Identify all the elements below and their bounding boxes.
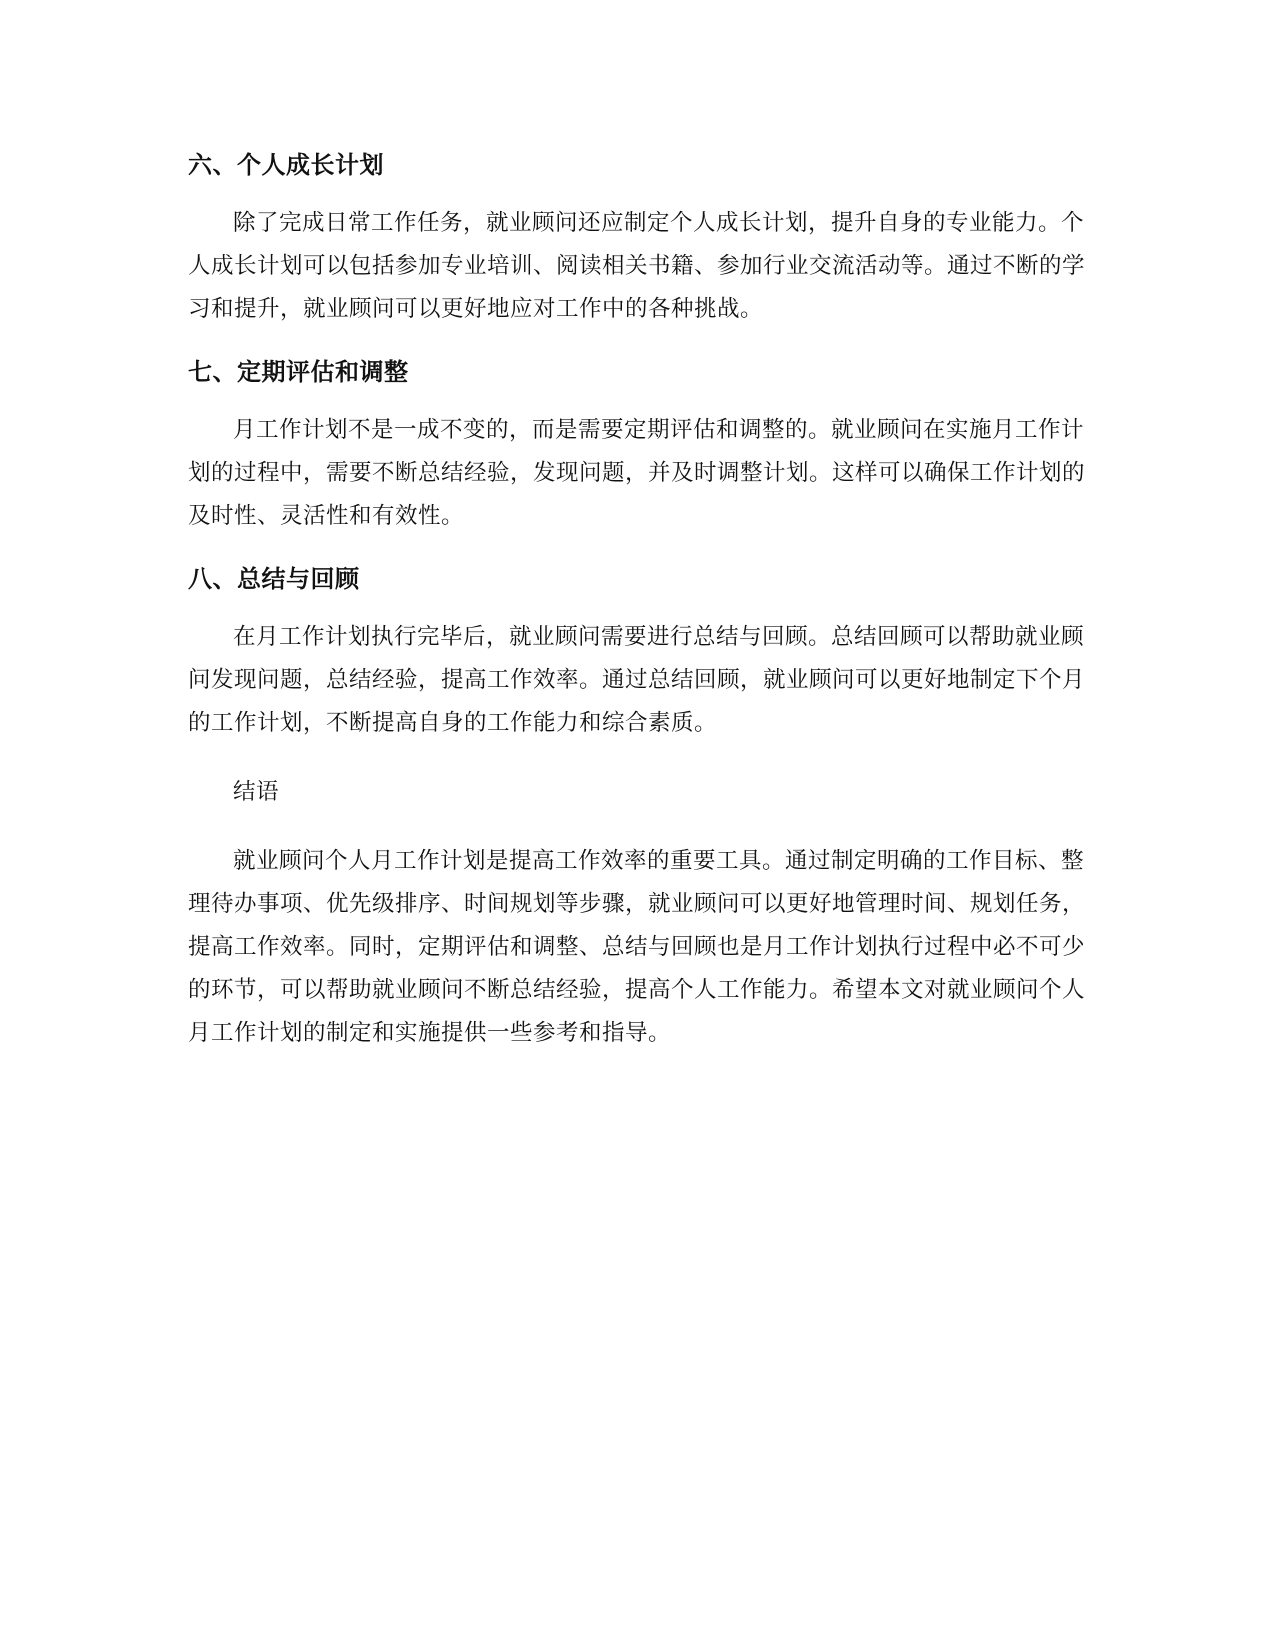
section-paragraph-summary: 在月工作计划执行完毕后，就业顾问需要进行总结与回顾。总结回顾可以帮助就业顾问发现问题，总结经验，提高工作效率。通过总结回顾，就业顾问可以更好地制定下个月的工作计划，不断提高自身的工作能力和综合素质。 — [188, 624, 1086, 736]
section-heading-personal-growth: 六、个人成长计划 — [188, 151, 384, 179]
section-paragraph-personal-growth: 除了完成日常工作任务，就业顾问还应制定个人成长计划，提升自身的专业能力。个人成长计划可以包括参加专业培训、阅读相关书籍、参加行业交流活动等。通过不断的学习和提升，就业顾问可以更好地应对工作中的各种挑战。 — [188, 210, 1086, 322]
section-heading-summary: 八、总结与回顾 — [188, 565, 360, 593]
section-heading-evaluation: 七、定期评估和调整 — [188, 358, 409, 386]
document-body — [188, 148, 1088, 1079]
section-paragraph-evaluation: 月工作计划不是一成不变的，而是需要定期评估和调整的。就业顾问在实施月工作计划的过程中，需要不断总结经验，发现问题，并及时调整计划。这样可以确保工作计划的及时性、灵活性和有效性。 — [188, 417, 1086, 529]
conclusion-paragraph: 就业顾问个人月工作计划是提高工作效率的重要工具。通过制定明确的工作目标、整理待办事项、优先级排序、时间规划等步骤，就业顾问可以更好地管理时间、规划任务，提高工作效率。同时，定期评估和调整、总结与回顾也是月工作计划执行过程中必不可少的环节，可以帮助就业顾问不断总结经验，提高个人工作能力。希望本文对就业顾问个人月工作计划的制定和实施提供一些参考和指导。 — [188, 848, 1086, 1046]
conclusion-label: 结语 — [233, 779, 280, 805]
